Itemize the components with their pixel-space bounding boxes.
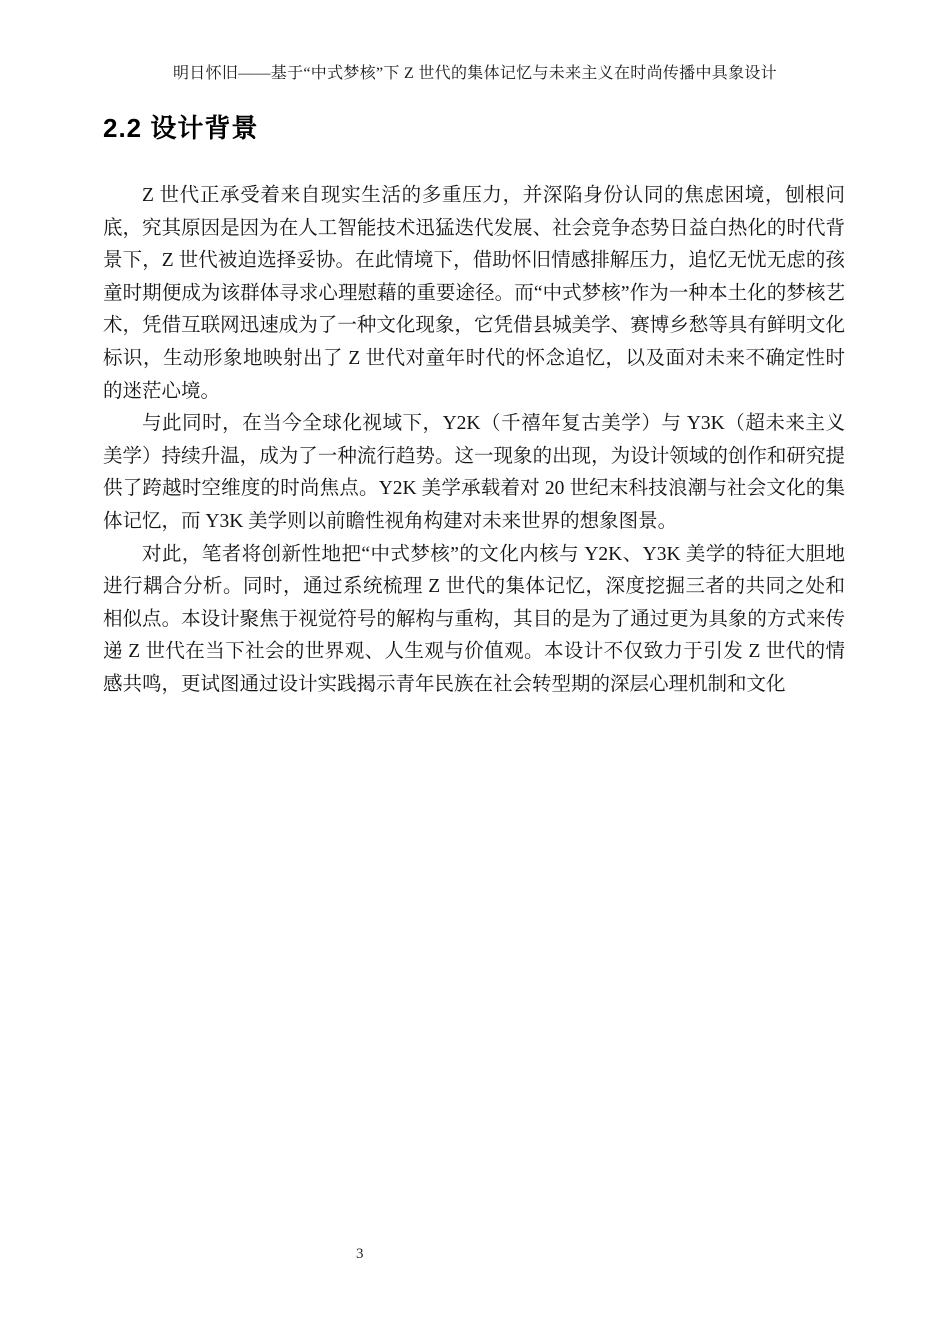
paragraph: 对此，笔者将创新性地把“中式梦核”的文化内核与 Y2K、Y3K 美学的特征大胆地进行耦合分析。同时，通过系统梳理 Z 世代的集体记忆，深度挖掘三者的共同之处和相似点。本设计聚焦于视觉符号的解构与重构，其目的是为了通过更为具象的方式来传递 Z 世代在当下社会的世界观、人生观与价值观。本设计不仅致力于引发 Z 世代的情感共鸣，更试图通过设计实践揭示青年民族在社会转型期的深层心理机制和文化 — [103, 543, 845, 695]
paragraph: 与此同时，在当今全球化视域下，Y2K（千禧年复古美学）与 Y3K（超未来主义美学）持续升温，成为了一种流行趋势。这一现象的出现，为设计领域的创作和研究提供了跨越时空维度的时尚焦点。Y2K 美学承载着对 20 世纪末科技浪潮与社会文化的集体记忆，而 Y3K 美学则以前瞻性视角构建对未来世界的想象图景。 — [103, 413, 845, 532]
paragraph: Z 世代正承受着来自现实生活的多重压力，并深陷身份认同的焦虑困境，刨根问底，究其原因是因为在人工智能技术迅猛迭代发展、社会竞争态势日益白热化的时代背景下，Z 世代被迫选择妥协。在此情境下，借助怀旧情感排解压力，追忆无忧无虑的孩童时期便成为该群体寻求心理慰藉的重要途径。而“中式梦核”作为一种本土化的梦核艺术，凭借互联网迅速成为了一种文化现象，它凭借县城美学、赛博乡愁等具有鲜明文化标识，生动形象地映射出了 Z 世代对童年时代的怀念追忆，以及面对未来不确定性时的迷茫心境。 — [103, 185, 845, 402]
running-header: 明日怀旧——基于“中式梦核”下 Z 世代的集体记忆与未来主义在时尚传播中具象设计 — [173, 65, 777, 82]
page-number: 3 — [356, 1246, 364, 1262]
body-text — [103, 180, 845, 702]
section-heading: 2.2 设计背景 — [103, 113, 259, 143]
